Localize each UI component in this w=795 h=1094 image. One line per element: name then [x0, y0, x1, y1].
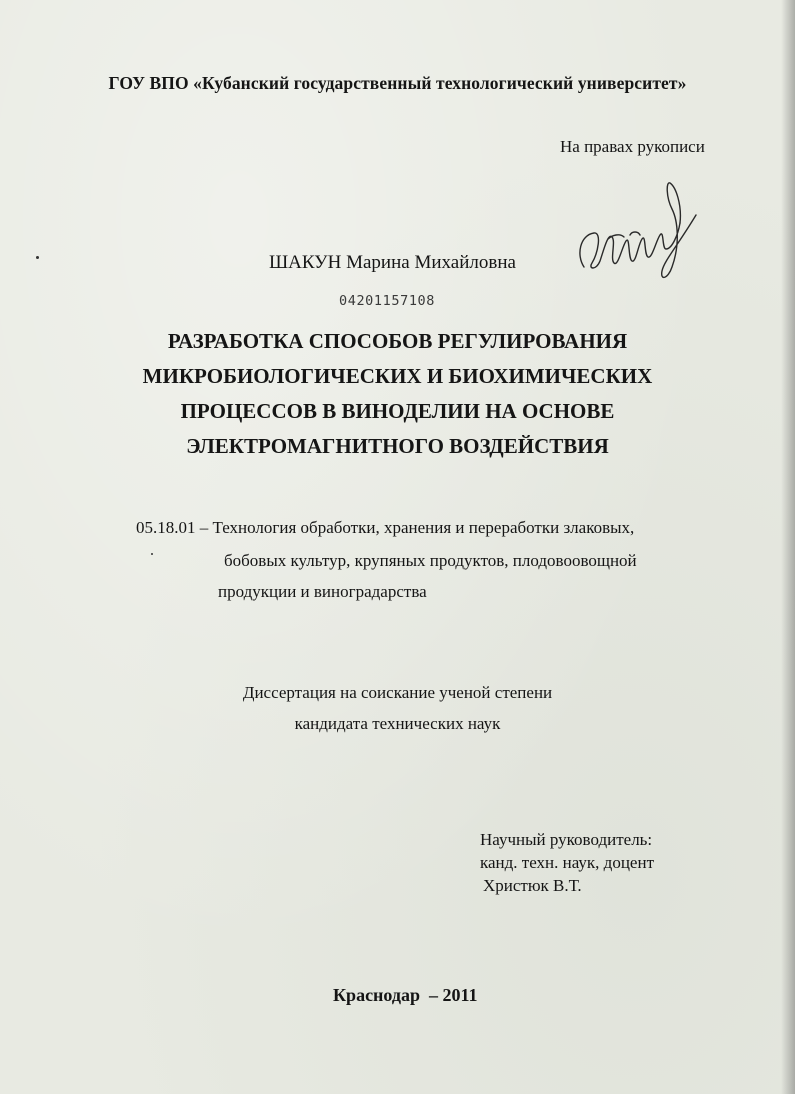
- specialty-line: 05.18.01 – Технология обработки, хранения и переработки злаковых,: [136, 518, 635, 537]
- title-line: ЭЛЕКТРОМАГНИТНОГО ВОЗДЕЙСТВИЯ: [186, 434, 609, 458]
- rights-note: На правах рукописи: [560, 137, 705, 156]
- author-name: ШАКУН Марина Михайловна: [269, 252, 516, 273]
- advisor-line: канд. техн. наук, доцент: [480, 853, 655, 872]
- advisor-line: Научный руководитель:: [480, 830, 653, 849]
- specialty-line: бобовых культур, крупяных продуктов, плодовоовощной: [224, 551, 637, 570]
- title-line: РАЗРАБОТКА СПОСОБОВ РЕГУЛИРОВАНИЯ: [167, 329, 628, 353]
- title-line: ПРОЦЕССОВ В ВИНОДЕЛИИ НА ОСНОВЕ: [180, 399, 615, 423]
- scientific-advisor: [480, 828, 654, 897]
- specialty-line: продукции и виноградарства: [218, 582, 427, 601]
- degree-statement: [0, 677, 795, 739]
- university-name: ГОУ ВПО «Кубанский государственный технологический университет»: [108, 73, 687, 93]
- degree-line: кандидата технических наук: [294, 714, 501, 733]
- scan-edge-shadow: [781, 0, 795, 1094]
- advisor-line: Христюк В.Т.: [483, 876, 582, 895]
- signature-icon: [568, 175, 708, 285]
- city-year: Краснодар – 2011: [333, 985, 478, 1005]
- scan-speck: [36, 256, 39, 259]
- degree-line: Диссертация на соискание ученой степени: [242, 683, 553, 702]
- dissertation-title: [0, 324, 795, 464]
- title-line: МИКРОБИОЛОГИЧЕСКИХ И БИОХИМИЧЕСКИХ: [142, 364, 653, 388]
- registration-stamp: 04201157108: [339, 293, 436, 309]
- scan-speck: [151, 553, 153, 555]
